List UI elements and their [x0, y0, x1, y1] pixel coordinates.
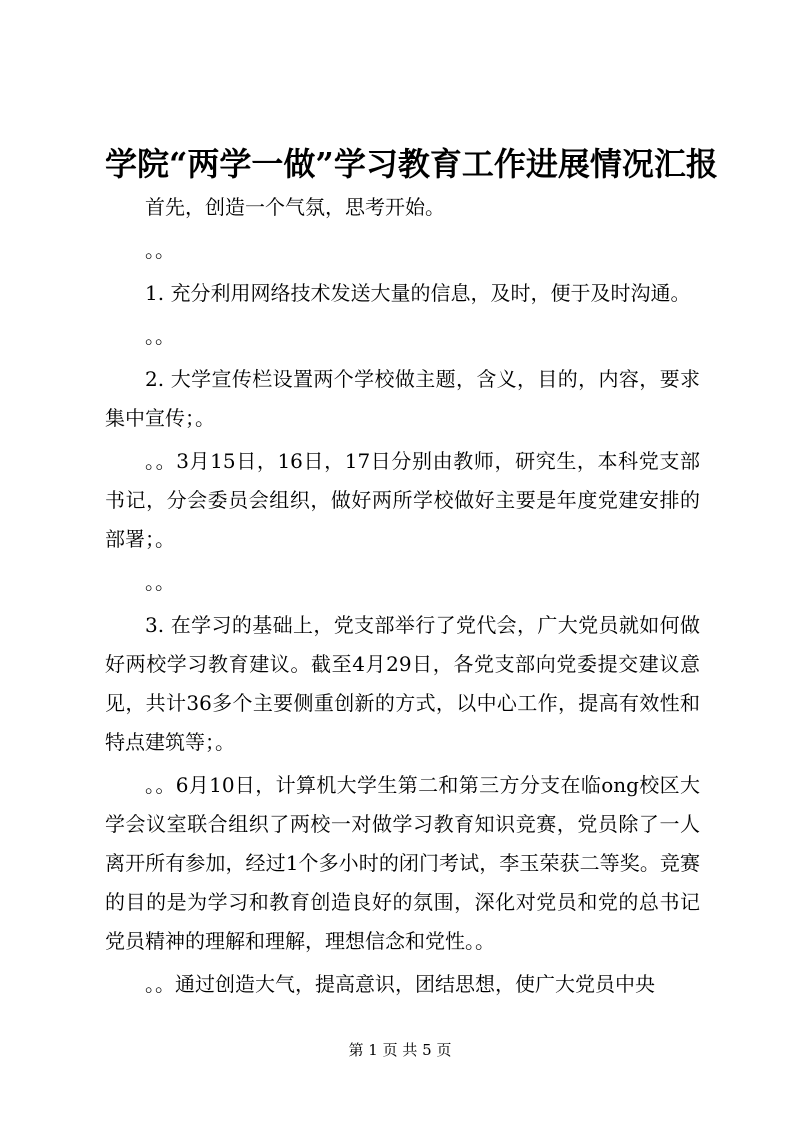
paragraph: 3. 在学习的基础上，党支部举行了党代会，广大党员就如何做好两校学习教育建议。截至4月29日，各党支部向党委提交建议意见，共计36多个主要侧重创新的方式，以中心工作，提高有效性和特点建筑等；。	[105, 613, 700, 754]
paragraph: 2. 大学宣传栏设置两个学校做主题，含义，目的，内容，要求集中宣传；。	[105, 367, 700, 430]
document-title: 学院“两学一做”学习教育工作进展情况汇报	[105, 145, 718, 183]
document-body	[105, 188, 700, 1008]
paragraph: 。。3月15日，16日，17日分别由教师，研究生，本科党支部书记，分会委员会组织，做好两所学校做好主要是年度党建安排的部署；。	[105, 449, 700, 551]
paragraph: 。。	[145, 324, 175, 348]
paragraph: 。。	[145, 570, 175, 594]
paragraph: 1. 充分利用网络技术发送大量的信息，及时，便于及时沟通。	[145, 281, 691, 305]
paragraph: 。。6月10日，计算机大学生第二和第三方分支在临ong校区大学会议室联合组织了两校一对做学习教育知识竞赛，党员除了一人离开所有参加，经过1个多小时的闭门考试，李玉荣获二等奖。竞赛的目的是为学习和教育创造良好的氛围，深化对党员和党的总书记党员精神的理解和理解，理想信念和党性。。	[105, 773, 700, 953]
paragraph: 。。通过创造大气，提高意识，团结思想，使广大党员中央	[145, 972, 655, 996]
page-footer: 第 1 页 共 5 页	[348, 1041, 452, 1059]
paragraph: 首先，创造一个气氛，思考开始。	[145, 195, 445, 219]
paragraph: 。。	[145, 238, 175, 262]
